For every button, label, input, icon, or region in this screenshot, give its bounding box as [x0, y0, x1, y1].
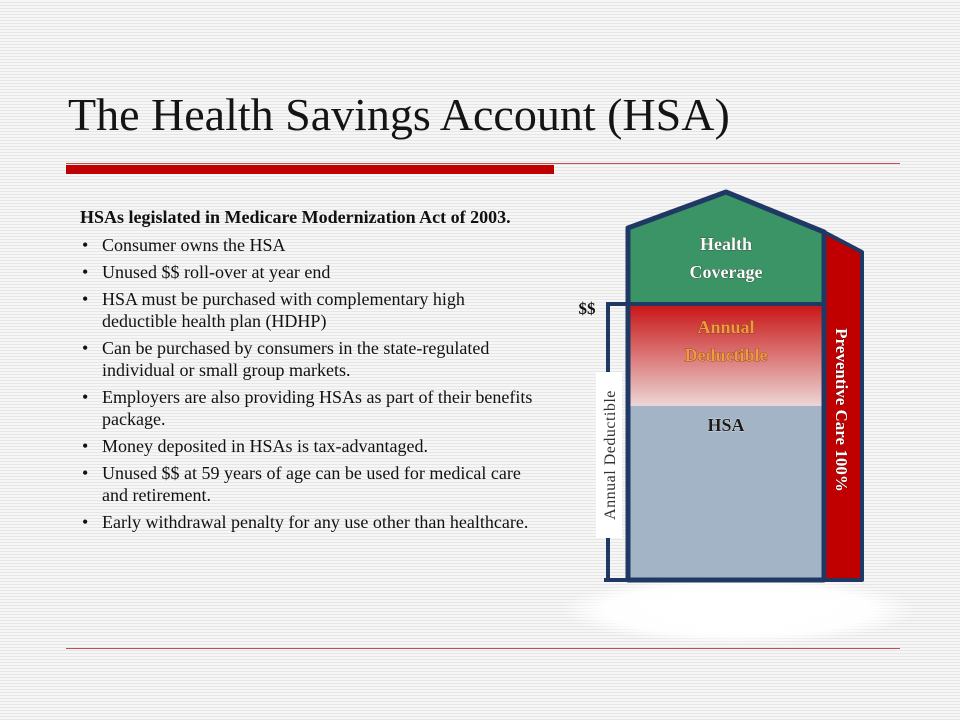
bullet-dot: •	[82, 235, 89, 255]
bullet-text: Money deposited in HSAs is tax-advantaged.	[102, 436, 428, 456]
bullet-text: Consumer owns the HSA	[102, 235, 286, 255]
bullet-text: Employers are also providing HSAs as part of their benefits package.	[102, 387, 533, 429]
bullet-text: HSA must be purchased with complementary high deductible health plan (HDHP)	[102, 289, 465, 331]
preventive-care-label: Preventive Care 100%	[832, 328, 851, 492]
bullet-dot: •	[82, 387, 89, 407]
roof-label-line1: Health	[700, 234, 752, 254]
deductible-label-line2: Deductible	[684, 345, 768, 365]
bullet-text: Can be purchased by consumers in the state-regulated individual or small group markets.	[102, 338, 490, 380]
bullet-dot: •	[82, 463, 89, 483]
roof-label-line2: Coverage	[689, 262, 763, 282]
bullet-dot: •	[82, 512, 89, 532]
slide-title: The Health Savings Account (HSA)	[68, 89, 730, 140]
intro-text: HSAs legislated in Medicare Modernization Act of 2003.	[80, 207, 511, 227]
bullet-text: Early withdrawal penalty for any use other than healthcare.	[102, 512, 529, 532]
bullet-dot: •	[82, 436, 89, 456]
bullet-dot: •	[82, 262, 89, 282]
bullet-dot: •	[82, 289, 89, 309]
dollar-marker: $$	[578, 299, 596, 318]
hsa-label: HSA	[707, 415, 745, 435]
bullet-text: Unused $$ roll-over at year end	[102, 262, 331, 282]
deductible-label-line1: Annual	[697, 317, 755, 337]
axis-label: Annual Deductible	[602, 390, 619, 520]
bullet-dot: •	[82, 338, 89, 358]
base-shadow	[560, 576, 916, 644]
bullet-text: Unused $$ at 59 years of age can be used for medical care and retirement.	[102, 463, 521, 505]
